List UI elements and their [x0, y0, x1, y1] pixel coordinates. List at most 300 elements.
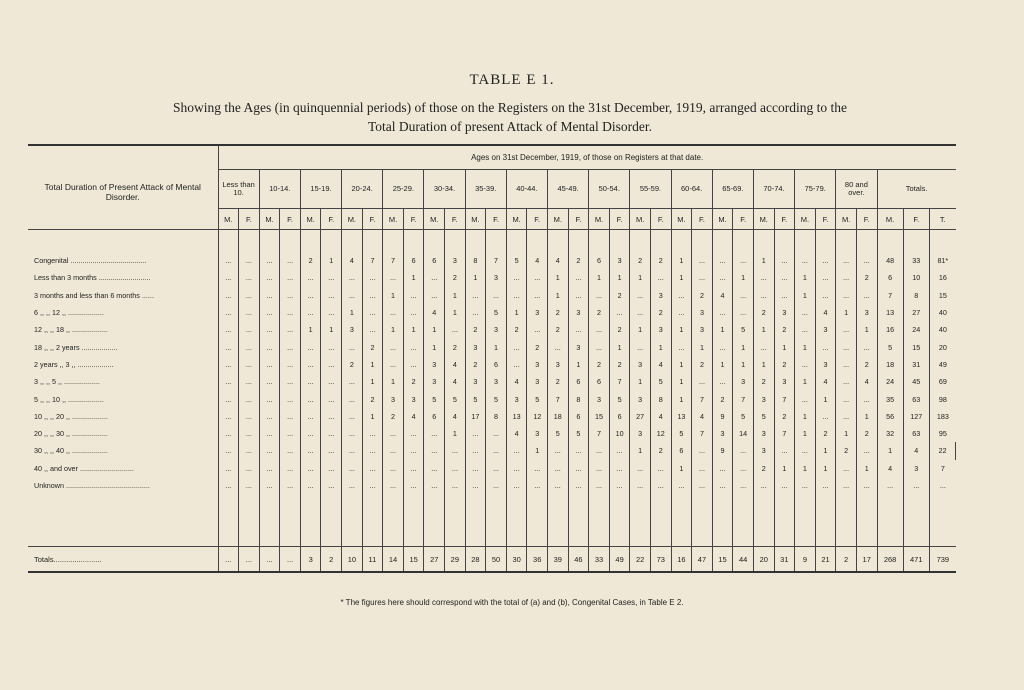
- table-cell: 2: [362, 338, 383, 355]
- table-cell: 15: [712, 547, 733, 573]
- table-cell: ...: [630, 477, 651, 494]
- table-cell: 9: [712, 408, 733, 425]
- female-header: F.: [609, 209, 630, 230]
- table-cell: ...: [815, 269, 836, 286]
- table-cell: 1: [362, 356, 383, 373]
- table-cell: 2: [548, 321, 569, 338]
- table-cell: 11: [362, 547, 383, 573]
- table-cell: ...: [630, 304, 651, 321]
- table-cell: ...: [506, 442, 527, 459]
- table-cell: ...: [712, 373, 733, 390]
- table-row: [28, 304, 956, 321]
- table-cell: 1: [506, 304, 527, 321]
- table-cell: 7: [774, 425, 795, 442]
- table-cell: ...: [218, 408, 239, 425]
- table-cell: ...: [218, 321, 239, 338]
- table-cell: ...: [362, 442, 383, 459]
- table-cell: 24: [903, 321, 929, 338]
- female-header: F.: [692, 209, 713, 230]
- table-cell: ...: [239, 442, 260, 459]
- table-row: [28, 442, 956, 459]
- table-cell: ...: [568, 477, 589, 494]
- table-cell: ...: [733, 252, 754, 269]
- table-cell: 1: [465, 269, 486, 286]
- table-cell: ...: [753, 269, 774, 286]
- table-cell: ...: [259, 373, 280, 390]
- table-cell: ...: [836, 338, 857, 355]
- table-cell: ...: [630, 287, 651, 304]
- table-cell: 28: [465, 547, 486, 573]
- table-cell: ...: [548, 477, 569, 494]
- table-cell: ...: [218, 547, 239, 573]
- row-label: 18 ,, ,, 2 years ..................: [34, 342, 118, 352]
- table-cell: ...: [856, 477, 877, 494]
- table-cell: ...: [362, 460, 383, 477]
- table-cell: 4: [445, 356, 466, 373]
- table-cell: 1: [795, 338, 816, 355]
- table-cell: ...: [321, 390, 342, 407]
- table-cell: ...: [486, 460, 507, 477]
- table-cell: ...: [774, 252, 795, 269]
- table-cell: ...: [362, 477, 383, 494]
- table-cell: ...: [259, 269, 280, 286]
- table-cell: 2: [815, 425, 836, 442]
- table-cell: 3: [465, 373, 486, 390]
- table-cell: ...: [300, 477, 321, 494]
- table-cell: ...: [836, 390, 857, 407]
- table-cell: ...: [342, 477, 363, 494]
- table-cell: ...: [218, 304, 239, 321]
- table-cell: ...: [568, 442, 589, 459]
- table-cell: ...: [465, 460, 486, 477]
- table-cell: ...: [300, 373, 321, 390]
- table-cell: 7: [486, 252, 507, 269]
- table-cell: 3: [692, 321, 713, 338]
- table-cell: 1: [568, 356, 589, 373]
- table-cell: ...: [218, 287, 239, 304]
- table-cell: 5: [733, 408, 754, 425]
- table-cell: 18: [877, 356, 903, 373]
- table-cell: 1: [486, 338, 507, 355]
- table-cell: 3: [650, 321, 671, 338]
- table-cell: 1: [548, 269, 569, 286]
- table-cell: 3: [589, 390, 610, 407]
- table-cell: ...: [280, 547, 301, 573]
- table-cell: 3: [692, 304, 713, 321]
- table-cell: ...: [321, 460, 342, 477]
- table-cell: 1: [630, 269, 651, 286]
- table-cell: ...: [671, 477, 692, 494]
- table-cell: 1: [671, 252, 692, 269]
- table-cell: ...: [733, 287, 754, 304]
- age-group-header: 30-34.: [424, 170, 465, 209]
- table-cell: ...: [218, 373, 239, 390]
- table-cell: 3: [609, 252, 630, 269]
- table-cell: 3: [650, 287, 671, 304]
- table-cell: 1: [630, 373, 651, 390]
- table-cell: 4: [903, 442, 929, 459]
- table-row: [28, 252, 956, 269]
- table-cell: ...: [300, 408, 321, 425]
- table-cell: 4: [445, 373, 466, 390]
- table-cell: ...: [733, 442, 754, 459]
- table-cell: ...: [259, 252, 280, 269]
- table-cell: ...: [568, 460, 589, 477]
- table-cell: 1: [774, 460, 795, 477]
- table-title: TABLE E 1.: [469, 72, 555, 88]
- table-cell: ...: [321, 442, 342, 459]
- table-cell: 1: [424, 338, 445, 355]
- table-cell: 3: [424, 373, 445, 390]
- male-header: M.: [300, 209, 321, 230]
- table-cell: 1: [300, 321, 321, 338]
- table-cell: 3: [403, 390, 424, 407]
- table-cell: ...: [300, 304, 321, 321]
- table-cell: ...: [465, 304, 486, 321]
- table-cell: 7: [877, 287, 903, 304]
- table-cell: ...: [712, 477, 733, 494]
- female-header: F.: [445, 209, 466, 230]
- table-cell: ...: [465, 442, 486, 459]
- table-cell: 15: [903, 338, 929, 355]
- table-cell: ...: [218, 356, 239, 373]
- table-cell: ...: [218, 442, 239, 459]
- table-cell: 4: [856, 373, 877, 390]
- table-cell: ...: [527, 321, 548, 338]
- table-cell: 4: [527, 252, 548, 269]
- table-cell: ...: [239, 252, 260, 269]
- male-header: M.: [506, 209, 527, 230]
- table-cell: ...: [774, 269, 795, 286]
- table-cell: 3: [630, 425, 651, 442]
- table-cell: ...: [342, 269, 363, 286]
- table-cell: 1: [671, 460, 692, 477]
- table-cell: 2: [630, 252, 651, 269]
- table-cell: 3: [465, 338, 486, 355]
- table-cell: ...: [403, 425, 424, 442]
- table-cell: 4: [877, 460, 903, 477]
- total-header: T.: [929, 209, 955, 230]
- age-group-header: 60-64.: [671, 170, 712, 209]
- table-cell: 5: [733, 321, 754, 338]
- table-cell: 7: [589, 425, 610, 442]
- male-header: M.: [877, 209, 903, 230]
- table-row: [28, 269, 956, 286]
- table-cell: ...: [403, 356, 424, 373]
- table-cell: ...: [877, 477, 903, 494]
- table-cell: 1: [527, 442, 548, 459]
- table-cell: ...: [239, 425, 260, 442]
- table-cell: 2: [774, 321, 795, 338]
- table-cell: 40: [929, 304, 955, 321]
- table-cell: 6: [609, 408, 630, 425]
- table-cell: ...: [650, 477, 671, 494]
- table-cell: 2: [856, 269, 877, 286]
- table-cell: 73: [650, 547, 671, 573]
- table-cell: ...: [815, 252, 836, 269]
- female-header: F.: [280, 209, 301, 230]
- age-group-header: 20-24.: [342, 170, 383, 209]
- table-cell: 24: [877, 373, 903, 390]
- table-cell: 4: [650, 408, 671, 425]
- table-cell: ...: [903, 477, 929, 494]
- table-cell: ...: [259, 425, 280, 442]
- male-header: M.: [218, 209, 239, 230]
- table-cell: 1: [671, 321, 692, 338]
- table-cell: 1: [753, 321, 774, 338]
- table-cell: ...: [218, 390, 239, 407]
- table-cell: 1: [362, 373, 383, 390]
- table-cell: 1: [609, 338, 630, 355]
- table-cell: 1: [856, 321, 877, 338]
- table-cell: ...: [692, 269, 713, 286]
- table-cell: ...: [836, 373, 857, 390]
- table-cell: 15: [929, 287, 955, 304]
- table-cell: ...: [259, 338, 280, 355]
- age-group-header: 45-49.: [548, 170, 589, 209]
- table-cell: ...: [321, 373, 342, 390]
- subtitle-line-1: Showing the Ages (in quinquennial periods) of those on the Registers on the 31st December, 1919, arranged according to the: [173, 100, 847, 115]
- table-cell: 2: [609, 356, 630, 373]
- table-cell: 12: [527, 408, 548, 425]
- table-cell: ...: [424, 442, 445, 459]
- table-cell: 2: [753, 304, 774, 321]
- table-cell: 3: [753, 390, 774, 407]
- table-cell: 8: [650, 390, 671, 407]
- table-cell: 1: [733, 356, 754, 373]
- table-cell: 2: [774, 408, 795, 425]
- table-cell: 6: [877, 269, 903, 286]
- table-cell: ...: [280, 442, 301, 459]
- row-label: 5 ,, ,, 10 ,, ..................: [34, 394, 104, 404]
- table-cell: ...: [424, 269, 445, 286]
- table-cell: 2: [753, 373, 774, 390]
- age-group-header: 80 and over.: [836, 170, 877, 209]
- table-cell: 3: [774, 304, 795, 321]
- table-cell: 16: [671, 547, 692, 573]
- table-cell: ...: [753, 338, 774, 355]
- table-cell: 3: [568, 304, 589, 321]
- table-cell: 1: [548, 287, 569, 304]
- table-cell: ...: [342, 390, 363, 407]
- age-group-header: 55-59.: [630, 170, 671, 209]
- table-cell: 1: [630, 321, 651, 338]
- table-row: [28, 477, 956, 494]
- table-cell: ...: [445, 442, 466, 459]
- table-cell: ...: [239, 477, 260, 494]
- table-cell: ...: [836, 269, 857, 286]
- table-cell: 5: [548, 425, 569, 442]
- table-cell: 4: [424, 304, 445, 321]
- table-subtitle: [60, 98, 960, 136]
- table-cell: 5: [650, 373, 671, 390]
- table-cell: ...: [527, 287, 548, 304]
- table-cell: ...: [239, 356, 260, 373]
- totals-header: Totals.: [877, 170, 956, 209]
- table-cell: 2: [506, 321, 527, 338]
- table-cell: 63: [903, 390, 929, 407]
- table-cell: 49: [929, 356, 955, 373]
- table-cell: ...: [342, 338, 363, 355]
- row-label: 12 ,, ,, 18 ,, ..................: [34, 325, 108, 335]
- table-cell: 2: [774, 356, 795, 373]
- table-cell: ...: [300, 460, 321, 477]
- row-label: 20 ,, ,, 30 ,, ..................: [34, 429, 108, 439]
- table-cell: 46: [568, 547, 589, 573]
- table-cell: ...: [280, 304, 301, 321]
- table-cell: ...: [712, 252, 733, 269]
- table-cell: 1: [342, 304, 363, 321]
- table-row: [28, 338, 956, 355]
- table-cell: 2: [383, 408, 404, 425]
- table-cell: 98: [929, 390, 955, 407]
- table-cell: ...: [280, 425, 301, 442]
- table-cell: 56: [877, 408, 903, 425]
- table-cell: 1: [795, 373, 816, 390]
- table-body: [28, 230, 956, 573]
- table-cell: ...: [259, 287, 280, 304]
- table-cell: 48: [877, 252, 903, 269]
- table-cell: 13: [671, 408, 692, 425]
- female-header: F.: [903, 209, 929, 230]
- table-cell: ...: [280, 477, 301, 494]
- table-cell: ...: [795, 356, 816, 373]
- table-cell: ...: [239, 304, 260, 321]
- female-header: F.: [568, 209, 589, 230]
- table-cell: 1: [445, 425, 466, 442]
- table-cell: ...: [403, 477, 424, 494]
- table-cell: 2: [465, 321, 486, 338]
- table-cell: 8: [903, 287, 929, 304]
- table-cell: ...: [362, 425, 383, 442]
- table-cell: ...: [506, 338, 527, 355]
- table-cell: 2: [568, 252, 589, 269]
- table-cell: 1: [445, 304, 466, 321]
- table-cell: 7: [548, 390, 569, 407]
- row-label: 40 ,, and over ...........................: [34, 463, 134, 473]
- table-cell: 7: [383, 252, 404, 269]
- table-cell: 4: [692, 408, 713, 425]
- table-cell: 3: [383, 390, 404, 407]
- table-cell: 36: [527, 547, 548, 573]
- table-cell: 3: [445, 252, 466, 269]
- table-cell: 13: [506, 408, 527, 425]
- table-cell: 1: [877, 442, 903, 459]
- table-cell: 27: [903, 304, 929, 321]
- table-cell: 1: [424, 321, 445, 338]
- table-cell: ...: [239, 373, 260, 390]
- table-cell: 1: [733, 269, 754, 286]
- table-cell: 2: [692, 356, 713, 373]
- table-cell: ...: [856, 338, 877, 355]
- table-cell: ...: [383, 304, 404, 321]
- table-cell: ...: [239, 321, 260, 338]
- table-cell: ...: [383, 460, 404, 477]
- table-cell: 2: [300, 252, 321, 269]
- table-cell: ...: [403, 442, 424, 459]
- table-cell: 4: [650, 356, 671, 373]
- table-cell: 4: [403, 408, 424, 425]
- table-cell: ...: [280, 338, 301, 355]
- table-cell: 10: [342, 547, 363, 573]
- table-cell: ...: [568, 269, 589, 286]
- table-cell: 12: [650, 425, 671, 442]
- male-header: M.: [795, 209, 816, 230]
- male-header: M.: [712, 209, 733, 230]
- table-cell: 6: [589, 373, 610, 390]
- table-cell: 39: [548, 547, 569, 573]
- table-cell: ...: [929, 477, 955, 494]
- table-cell: 1: [753, 252, 774, 269]
- totals-row: [28, 547, 956, 573]
- table-cell: ...: [692, 442, 713, 459]
- table-cell: 127: [903, 408, 929, 425]
- table-cell: 20: [753, 547, 774, 573]
- table-cell: 17: [856, 547, 877, 573]
- table-cell: 3: [712, 425, 733, 442]
- table-cell: 1: [712, 356, 733, 373]
- table-cell: 1: [321, 252, 342, 269]
- table-cell: 4: [815, 373, 836, 390]
- table-cell: ...: [218, 460, 239, 477]
- table-cell: 5: [753, 408, 774, 425]
- table-cell: ...: [836, 477, 857, 494]
- table-cell: ...: [692, 252, 713, 269]
- table-cell: ...: [300, 287, 321, 304]
- female-header: F.: [733, 209, 754, 230]
- table-cell: ...: [836, 460, 857, 477]
- table-cell: ...: [609, 304, 630, 321]
- table-cell: 2: [465, 356, 486, 373]
- table-cell: 2: [362, 390, 383, 407]
- table-cell: ...: [609, 477, 630, 494]
- male-header: M.: [589, 209, 610, 230]
- table-cell: ...: [383, 338, 404, 355]
- row-label: Congenital ......................................: [34, 256, 147, 266]
- header-ages-super: Ages on 31st December, 1919, of those on Registers at that date.: [218, 145, 956, 170]
- table-cell: 22: [630, 547, 651, 573]
- table-cell: ...: [589, 321, 610, 338]
- table-cell: ...: [486, 287, 507, 304]
- table-cell: ...: [239, 269, 260, 286]
- table-cell: ...: [259, 442, 280, 459]
- table-cell: 5: [527, 390, 548, 407]
- row-label: 2 years ,, 3 ,, ..................: [34, 359, 114, 369]
- male-header: M.: [671, 209, 692, 230]
- table-cell: 18: [548, 408, 569, 425]
- table-cell: 3: [753, 425, 774, 442]
- table-cell: ...: [239, 287, 260, 304]
- table-cell: ...: [836, 287, 857, 304]
- table-cell: ...: [383, 477, 404, 494]
- table-cell: ...: [712, 338, 733, 355]
- table-cell: 10: [903, 269, 929, 286]
- table-cell: 5: [486, 390, 507, 407]
- table-cell: 471: [903, 547, 929, 573]
- male-header: M.: [465, 209, 486, 230]
- table-cell: ...: [815, 338, 836, 355]
- table-cell: 1: [403, 321, 424, 338]
- table-cell: 2: [650, 252, 671, 269]
- table-cell: 4: [548, 252, 569, 269]
- table-cell: 20: [929, 338, 955, 355]
- table-cell: ...: [506, 287, 527, 304]
- table-cell: ...: [650, 460, 671, 477]
- table-cell: 3: [527, 356, 548, 373]
- table-cell: ...: [712, 269, 733, 286]
- table-cell: ...: [321, 287, 342, 304]
- ages-duration-table: [28, 144, 956, 573]
